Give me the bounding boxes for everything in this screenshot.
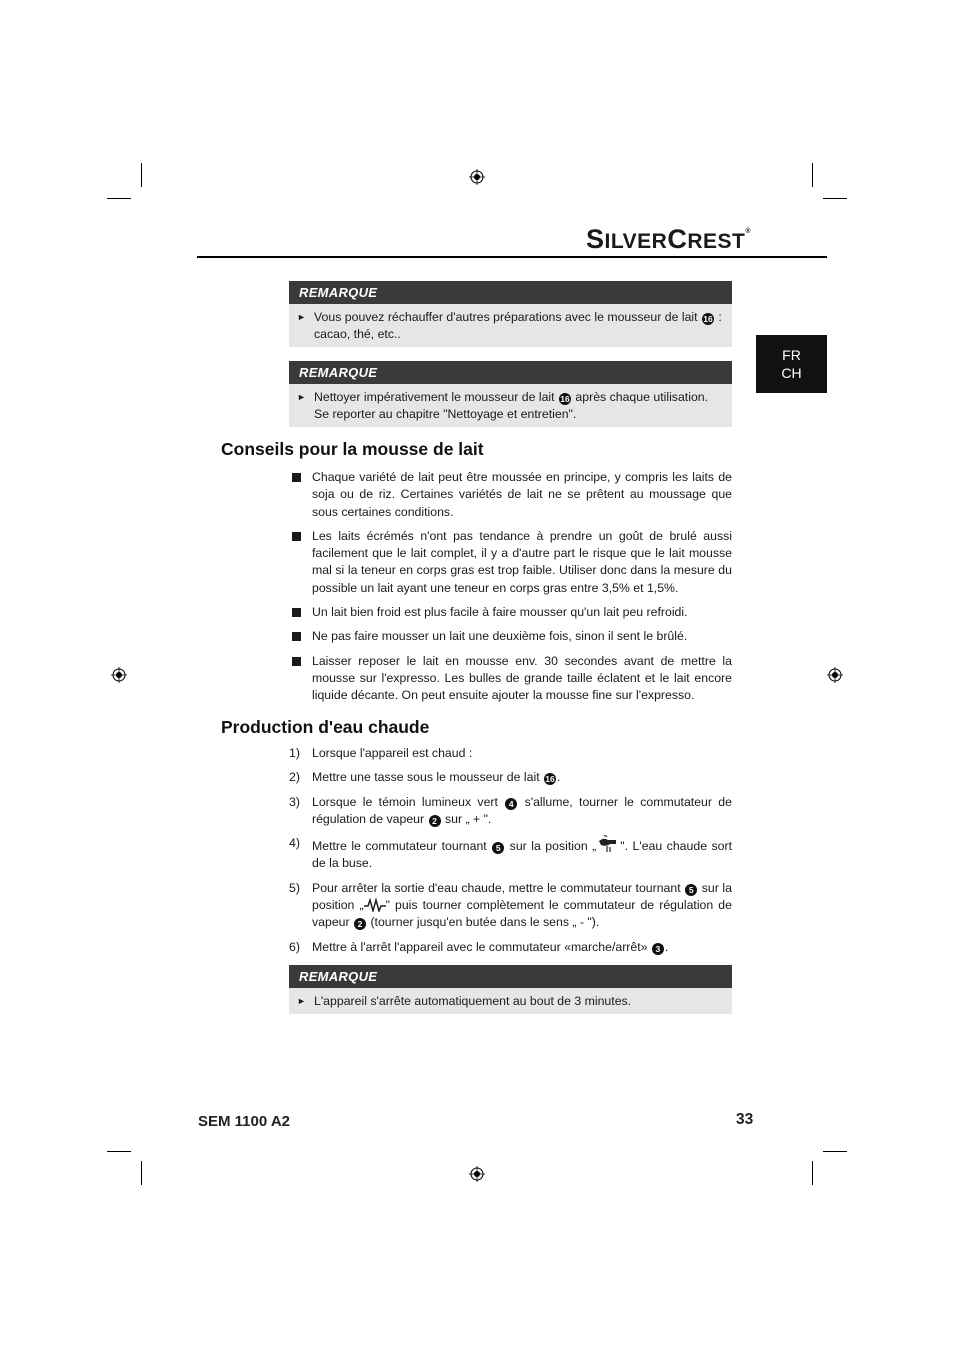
note-heading: REMARQUE bbox=[289, 281, 732, 304]
note-text: ► Nettoyer impérativement le mousseur de lait 16 après chaque utilisation. Se reporter au chapitre "Nettoyage et entretien". bbox=[297, 390, 709, 421]
note-box bbox=[289, 281, 732, 347]
part-reference-badge: 2 bbox=[354, 918, 366, 930]
hot-water-icon bbox=[596, 835, 620, 853]
section-title: Conseils pour la mousse de lait bbox=[221, 439, 484, 459]
registration-mark-icon bbox=[469, 169, 485, 185]
heating-zigzag-icon bbox=[364, 898, 386, 912]
language-tab bbox=[756, 335, 827, 393]
bullet-square-icon bbox=[292, 608, 301, 617]
crop-mark bbox=[141, 163, 142, 187]
header-rule bbox=[197, 256, 827, 258]
part-reference-badge: 5 bbox=[685, 884, 697, 896]
bullet-square-icon bbox=[292, 632, 301, 641]
part-reference-badge: 5 bbox=[492, 842, 504, 854]
crop-mark bbox=[823, 198, 847, 199]
step-item: 4) Mettre le commutateur tournant 5 sur la position „ ". L'eau chaude sort de la buse. bbox=[289, 836, 733, 871]
step-item: 1) Lorsque l'appareil est chaud : bbox=[289, 746, 473, 760]
crop-mark bbox=[141, 1161, 142, 1185]
bullet-square-icon bbox=[292, 657, 301, 666]
crop-mark bbox=[812, 1161, 813, 1185]
step-item: 3) Lorsque le témoin lumineux vert 4 s'allume, tourner le commutateur de régulation de vapeur 2 sur „ + ". bbox=[289, 794, 732, 826]
crop-mark bbox=[823, 1151, 847, 1152]
list-item: Ne pas faire mousser un lait une deuxième fois, sinon il sent le brûlé. bbox=[289, 628, 732, 645]
crop-mark bbox=[812, 163, 813, 187]
arrow-right-icon: ► bbox=[297, 312, 306, 322]
list-item: Chaque variété de lait peut être moussée en principe, y compris les laits de soja ou de riz. Certaines variétés de lait ne se prêtent au moussage que sous certaines conditions. bbox=[289, 469, 732, 521]
registration-mark-icon bbox=[111, 667, 127, 683]
part-reference-badge: 16 bbox=[560, 394, 570, 404]
brand-logo: SILVERCREST® bbox=[586, 224, 751, 254]
note-text: ► Vous pouvez réchauffer d'autres préparations avec le mousseur de lait 16 : cacao, thé, etc.. bbox=[297, 310, 722, 341]
tips-list bbox=[289, 469, 732, 712]
note-box bbox=[289, 965, 732, 1014]
note-text: ► L'appareil s'arrête automatiquement au bout de 3 minutes. bbox=[297, 994, 632, 1008]
arrow-right-icon: ► bbox=[297, 996, 306, 1006]
bullet-square-icon bbox=[292, 532, 301, 541]
note-heading: REMARQUE bbox=[289, 361, 732, 384]
registration-mark-icon bbox=[469, 1166, 485, 1182]
steps-list bbox=[289, 745, 732, 963]
bullet-square-icon bbox=[292, 473, 301, 482]
list-item: Laisser reposer le lait en mousse env. 30 secondes avant de mettre la mousse sur l'expresso. Les bulles de grande taille éclatent et le lait encore liquide décante. On peut ensuite ajouter la mousse fine sur l'expresso. bbox=[289, 653, 732, 705]
part-reference-badge: 2 bbox=[429, 815, 441, 827]
model-number: SEM 1100 A2 bbox=[198, 1113, 290, 1130]
part-reference-badge: 16 bbox=[545, 774, 555, 785]
page-number: 33 bbox=[736, 1111, 754, 1128]
language-code: FR bbox=[782, 347, 801, 363]
list-item: Les laits écrémés n'ont pas tendance à prendre un goût de brulé aussi facilement que le lait complet, il y a d'autre part le risque que le lait mousse mal si la teneur en corps gras est trop faible. Utiliser donc dans la mesure du possible un lait ayant une teneur en corps gras entre 3,5% et 1,5%. bbox=[289, 528, 732, 597]
section-title: Production d'eau chaude bbox=[221, 717, 430, 737]
part-reference-badge: 4 bbox=[505, 798, 517, 810]
note-heading: REMARQUE bbox=[289, 965, 732, 988]
arrow-right-icon: ► bbox=[297, 392, 306, 402]
crop-mark bbox=[107, 198, 131, 199]
step-item: 2) Mettre une tasse sous le mousseur de lait 16 . bbox=[289, 770, 561, 785]
part-reference-badge: 3 bbox=[652, 943, 664, 955]
crop-mark bbox=[107, 1151, 131, 1152]
part-reference-badge: 16 bbox=[703, 314, 713, 324]
step-item: 5) Pour arrêter la sortie d'eau chaude, mettre le commutateur tournant 5 sur la position „ " puis tourner complètement le commutateur de régulation de vapeur 2 (tourner jusqu'en butée dans le sens „ - "). bbox=[289, 880, 732, 930]
note-box bbox=[289, 361, 732, 427]
registration-mark-icon bbox=[827, 667, 843, 683]
step-item: 6) Mettre à l'arrêt l'appareil avec le commutateur «marche/arrêt» 3 . bbox=[289, 939, 669, 954]
list-item: Un lait bien froid est plus facile à faire mousser qu'un lait peu refroidi. bbox=[289, 604, 732, 621]
country-code: CH bbox=[781, 365, 802, 381]
